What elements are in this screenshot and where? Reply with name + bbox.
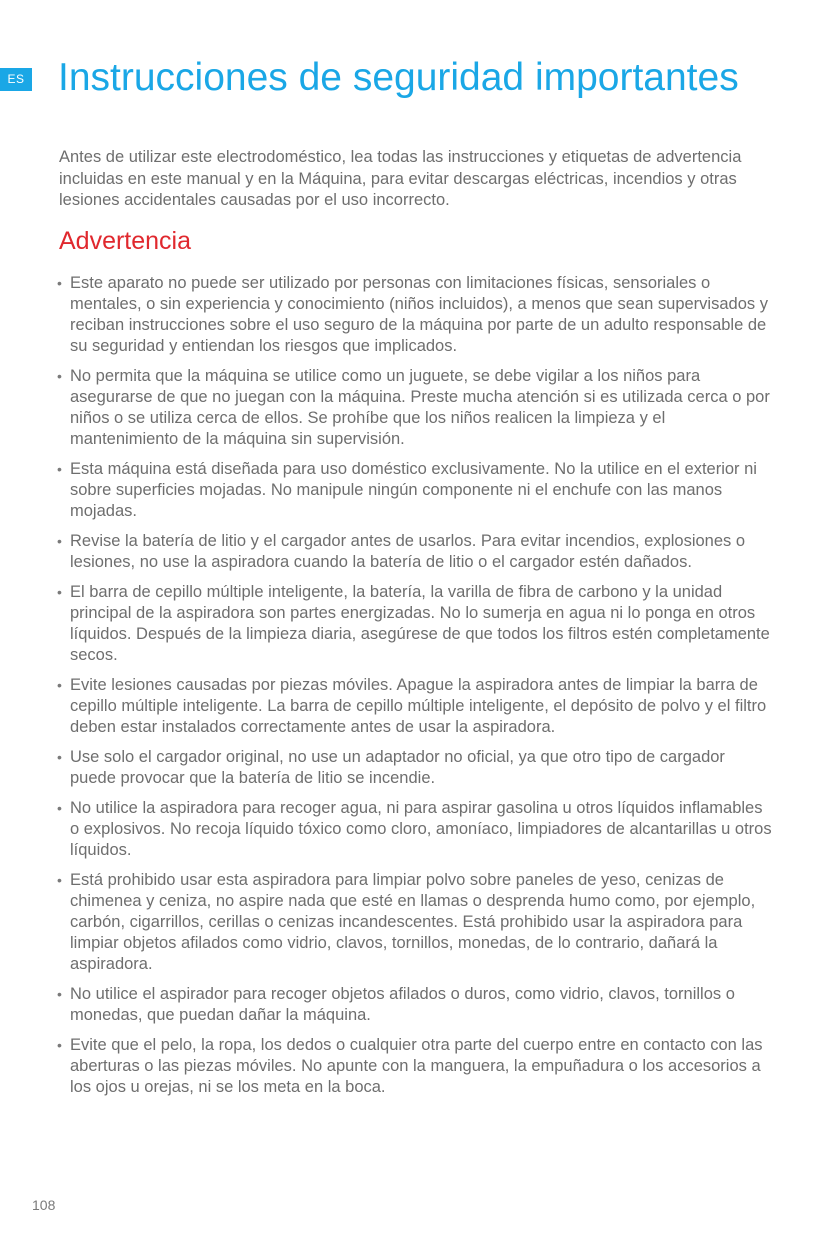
page-number: 108	[32, 1197, 56, 1213]
intro-paragraph: Antes de utilizar este electrodoméstico, lea todas las instrucciones y etiquetas de advertencia incluidas en este manual y en la Máquina, para evitar descargas eléctricas, incendios y otras lesiones accidentales causadas por el uso incorrecto.	[59, 148, 742, 209]
bullet-icon: •	[57, 872, 62, 888]
bullet-icon: •	[57, 800, 62, 816]
bullet-icon: •	[57, 1037, 62, 1053]
warning-item-text: El barra de cepillo múltiple inteligente, la batería, la varilla de fibra de carbono y la unidad principal de la aspiradora son partes energizadas. No lo sumerja en agua ni lo ponga en otros líquidos. Después de la limpieza diaria, asegúrese de que todos los filtros estén completamente secos.	[70, 583, 770, 664]
bullet-icon: •	[57, 275, 62, 291]
language-badge: ES	[0, 68, 32, 91]
warning-item	[57, 675, 772, 738]
warning-item-text: Revise la batería de litio y el cargador antes de usarlos. Para evitar incendios, explosiones o lesiones, no use la aspiradora cuando la batería de litio o el cargador estén dañados.	[70, 532, 746, 571]
page-title: Instrucciones de seguridad importantes	[58, 56, 739, 99]
warning-item	[57, 870, 772, 975]
warning-item-text: Está prohibido usar esta aspiradora para limpiar polvo sobre paneles de yeso, cenizas de chimenea y ceniza, no aspire nada que esté en llamas o desprenda humo como, por ejemplo, carbón, cigarrillos, cerillas o cenizas incandescentes. Está prohibido usar la aspiradora para limpiar objetos afilados como vidrio, clavos, tornillos, monedas, de lo contrario, dañará la aspiradora.	[70, 871, 756, 973]
bullet-icon: •	[57, 986, 62, 1002]
warning-item-text: Este aparato no puede ser utilizado por personas con limitaciones físicas, sensoriales o mentales, o sin experiencia y conocimiento (niños incluidos), a menos que sean supervisados y reciban instrucciones sobre el uso seguro de la máquina por parte de un adulto responsable de su seguridad y entiendan los riesgos que implicados.	[70, 274, 768, 355]
bullet-icon: •	[57, 368, 62, 384]
warning-item	[57, 366, 772, 450]
warning-item	[57, 984, 772, 1026]
warning-item-text: Evite lesiones causadas por piezas móviles. Apague la aspiradora antes de limpiar la barra de cepillo múltiple inteligente. La barra de cepillo múltiple inteligente, el depósito de polvo y el filtro deben estar instalados correctamente antes de usar la aspiradora.	[70, 676, 767, 736]
warning-item	[57, 582, 772, 666]
bullet-icon: •	[57, 749, 62, 765]
warning-item-text: Esta máquina está diseñada para uso doméstico exclusivamente. No la utilice en el exterior ni sobre superficies mojadas. No manipule ningún componente ni el enchufe con las manos mojadas.	[70, 460, 757, 520]
bullet-icon: •	[57, 677, 62, 693]
warning-item-text: Evite que el pelo, la ropa, los dedos o cualquier otra parte del cuerpo entre en contacto con las aberturas o las piezas móviles. No apunte con la manguera, la empuñadura o los accesorios a los ojos u orejas, ni se los meta en la boca.	[70, 1036, 763, 1096]
warning-item-text: No utilice el aspirador para recoger objetos afilados o duros, como vidrio, clavos, tornillos o monedas, que puedan dañar la máquina.	[70, 985, 735, 1024]
bullet-icon: •	[57, 461, 62, 477]
warning-item-text: No permita que la máquina se utilice como un juguete, se debe vigilar a los niños para asegurarse de que no juegan con la máquina. Preste mucha atención si es utilizada cerca o por niños o se utiliza cerca de ellos. Se prohíbe que los niños realicen la limpieza y el mantenimiento de la máquina sin supervisión.	[70, 367, 770, 448]
bullet-icon: •	[57, 584, 62, 600]
warning-list	[57, 273, 772, 1107]
warning-item	[57, 531, 772, 573]
bullet-icon: •	[57, 533, 62, 549]
warning-heading: Advertencia	[59, 227, 192, 255]
warning-item-text: No utilice la aspiradora para recoger agua, ni para aspirar gasolina u otros líquidos inflamables o explosivos. No recoja líquido tóxico como cloro, amoníaco, limpiadores de alcantarillas u otros líquidos.	[70, 799, 772, 859]
warning-item	[57, 798, 772, 861]
warning-item	[57, 273, 772, 357]
warning-item-text: Use solo el cargador original, no use un adaptador no oficial, ya que otro tipo de cargador puede provocar que la batería de litio se incendie.	[70, 748, 725, 787]
warning-item	[57, 747, 772, 789]
warning-item	[57, 459, 772, 522]
warning-item	[57, 1035, 772, 1098]
